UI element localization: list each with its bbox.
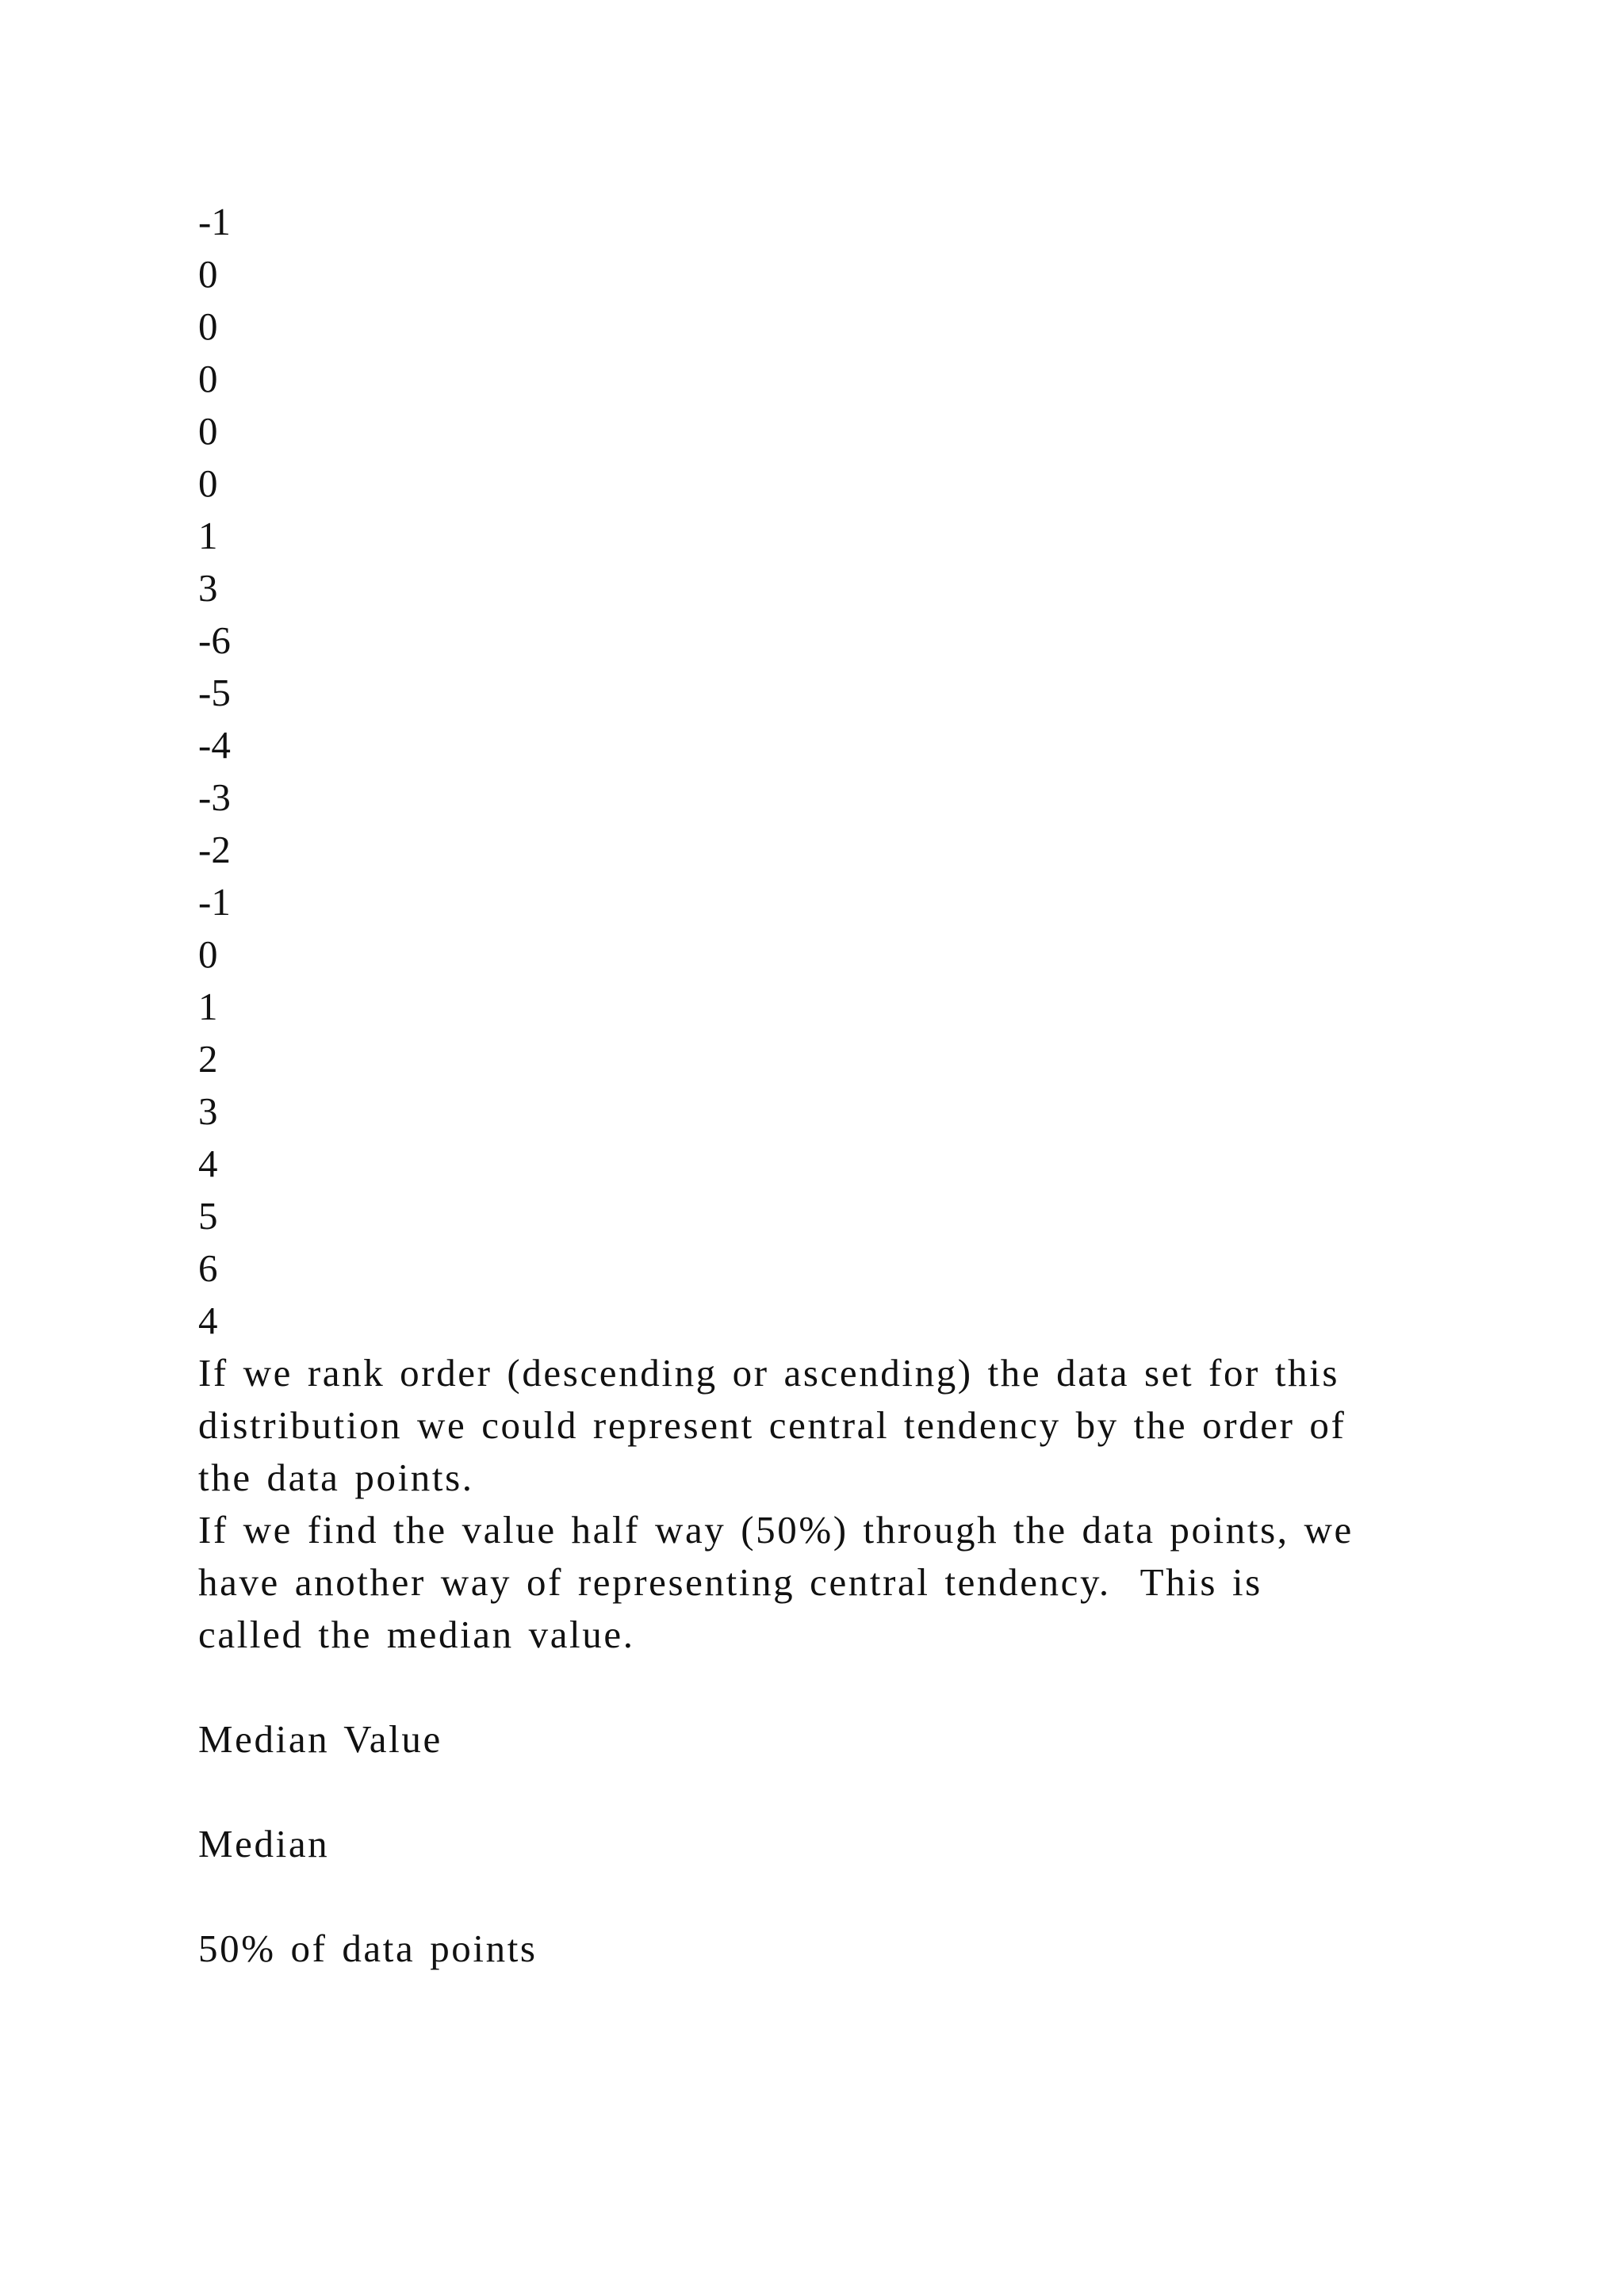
number-item: -3 bbox=[198, 775, 231, 819]
number-item: -1 bbox=[198, 200, 231, 243]
number-item: 0 bbox=[198, 409, 218, 453]
number-item: 4 bbox=[198, 1299, 218, 1342]
spacer bbox=[198, 1661, 1467, 1713]
number-item: 0 bbox=[198, 357, 218, 400]
median-value-heading: Median Value bbox=[198, 1717, 442, 1761]
number-list bbox=[198, 196, 1467, 1347]
number-item: 0 bbox=[198, 252, 218, 296]
spacer bbox=[198, 1870, 1467, 1923]
median-label: Median bbox=[198, 1822, 330, 1866]
number-item: 2 bbox=[198, 1037, 218, 1081]
paragraph-line: the data points. bbox=[198, 1456, 474, 1499]
paragraph-line: If we find the value half way (50%) through the data points, we bbox=[198, 1508, 1354, 1552]
number-item: -1 bbox=[198, 880, 231, 924]
fifty-percent-label: 50% of data points bbox=[198, 1927, 538, 1970]
paragraph-rank-order bbox=[198, 1347, 1467, 1504]
number-item: 1 bbox=[198, 514, 218, 557]
number-item: -4 bbox=[198, 723, 231, 767]
paragraph-line: If we rank order (descending or ascending) the data set for this bbox=[198, 1351, 1340, 1395]
paragraph-median bbox=[198, 1504, 1467, 1661]
number-item: -2 bbox=[198, 828, 231, 871]
spacer bbox=[198, 1766, 1467, 1818]
document-content bbox=[198, 196, 1467, 1975]
number-item: 1 bbox=[198, 985, 218, 1028]
number-item: -5 bbox=[198, 671, 231, 714]
number-item: 6 bbox=[198, 1246, 218, 1290]
paragraph-line: distribution we could represent central tendency by the order of bbox=[198, 1403, 1346, 1447]
number-item: 0 bbox=[198, 304, 218, 348]
paragraph-line: have another way of representing central tendency. This is bbox=[198, 1560, 1262, 1604]
number-item: 5 bbox=[198, 1194, 218, 1238]
number-item: 3 bbox=[198, 1089, 218, 1133]
number-item: 0 bbox=[198, 932, 218, 976]
paragraph-line: called the median value. bbox=[198, 1613, 635, 1656]
number-item: 4 bbox=[198, 1142, 218, 1185]
number-item: 0 bbox=[198, 461, 218, 505]
number-item: -6 bbox=[198, 618, 231, 662]
number-item: 3 bbox=[198, 566, 218, 610]
